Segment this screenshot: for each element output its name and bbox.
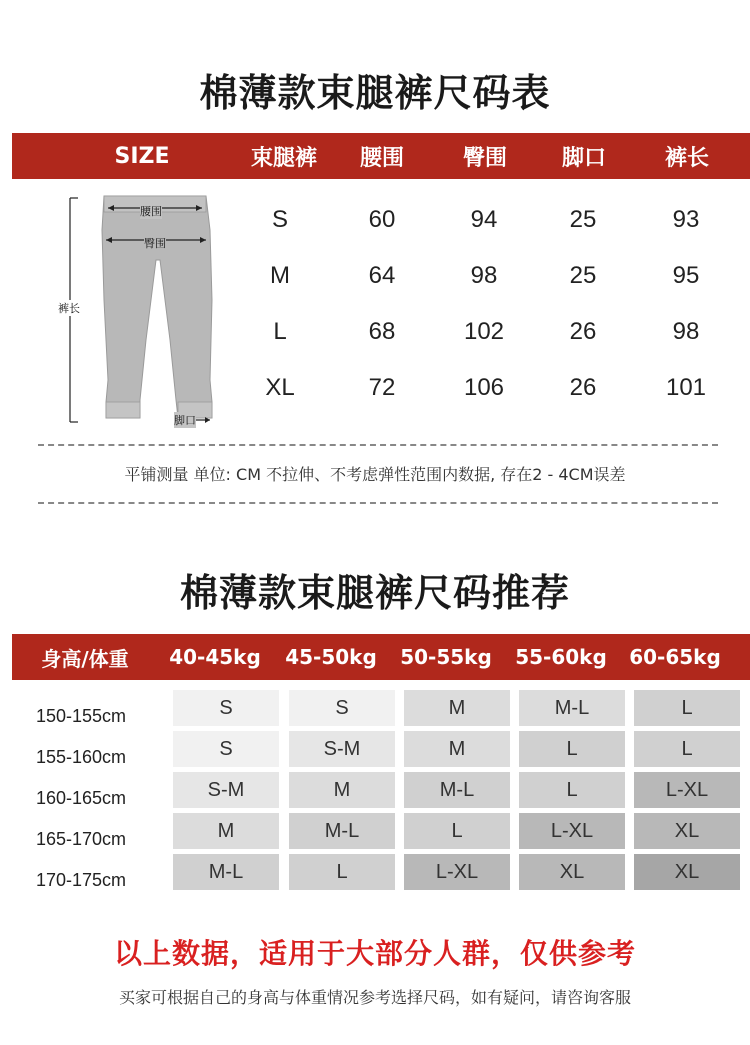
recommendation-cell: L xyxy=(404,813,510,849)
height-label: 155-160cm xyxy=(36,747,127,767)
row-l-cuff: 26 xyxy=(569,318,597,345)
row-xl-size: XL xyxy=(265,374,295,401)
recommendation-cell: L-XL xyxy=(519,813,625,849)
header-hip: 臀围 xyxy=(462,145,507,171)
row-m-size: M xyxy=(270,262,290,289)
diagram-length-label: 裤长 xyxy=(58,302,80,315)
row-s-cuff: 25 xyxy=(569,206,597,233)
diagram-hip-label: 臀围 xyxy=(144,237,166,250)
row-m-length: 95 xyxy=(672,262,700,289)
recommendation-cell: L-XL xyxy=(404,854,510,890)
header-style: 束腿裤 xyxy=(250,145,317,171)
row-xl-cuff: 26 xyxy=(569,374,597,401)
recommendation-cell: M-L xyxy=(289,813,395,849)
size-chart-title: 棉薄款束腿裤尺码表 xyxy=(199,71,551,115)
recommendation-cell: L xyxy=(634,690,740,726)
row-l-waist: 68 xyxy=(368,318,396,345)
recommendation-cell: M xyxy=(404,731,510,767)
recommendation-cell: L xyxy=(289,854,395,890)
recommendation-cell: S-M xyxy=(289,731,395,767)
recommendation-title: 棉薄款束腿裤尺码推荐 xyxy=(179,571,570,615)
header-size: SIZE xyxy=(114,143,170,169)
height-label: 165-170cm xyxy=(36,829,127,849)
recommendation-cell: S xyxy=(289,690,395,726)
recommendation-cell: XL xyxy=(519,854,625,890)
recommendation-cell: L xyxy=(634,731,740,767)
row-m-waist: 64 xyxy=(368,262,396,289)
header-length: 裤长 xyxy=(664,145,709,171)
row-m-cuff: 25 xyxy=(569,262,597,289)
row-s-size: S xyxy=(271,206,288,233)
header-height-weight: 身高/体重 xyxy=(41,646,129,671)
row-m-hip: 98 xyxy=(470,262,498,289)
recommendation-cell: XL xyxy=(634,813,740,849)
recommendation-cell: L xyxy=(519,731,625,767)
row-l-length: 98 xyxy=(672,318,700,345)
recommendation-header xyxy=(12,634,750,680)
recommendation-cell: M xyxy=(173,813,279,849)
diagram-waist-label: 腰围 xyxy=(140,205,162,218)
dashed-divider-top xyxy=(38,444,718,446)
row-xl-waist: 72 xyxy=(368,374,396,401)
recommendation-cell: M xyxy=(404,690,510,726)
recommendation-cell: M-L xyxy=(173,854,279,890)
recommendation-cell: S-M xyxy=(173,772,279,808)
row-s-length: 93 xyxy=(672,206,700,233)
height-label: 160-165cm xyxy=(36,788,127,808)
header-waist: 腰围 xyxy=(359,145,404,171)
header-weight-3: 50-55kg xyxy=(400,645,492,669)
height-label: 170-175cm xyxy=(36,870,127,890)
recommendation-cell: M-L xyxy=(404,772,510,808)
measurement-note: 平铺测量 单位: CM 不拉伸、不考虑弹性范围内数据, 存在2 - 4CM误差 xyxy=(124,465,626,484)
recommendation-cell: M-L xyxy=(519,690,625,726)
diagram-cuff-label: 脚口 xyxy=(174,414,196,427)
header-weight-5: 60-65kg xyxy=(629,645,721,669)
header-cuff: 脚口 xyxy=(561,145,606,171)
recommendation-cell: XL xyxy=(634,854,740,890)
customer-service-note: 买家可根据自己的身高与体重情况参考选择尺码，如有疑问，请咨询客服 xyxy=(118,988,631,1007)
header-weight-2: 45-50kg xyxy=(285,645,377,669)
row-s-hip: 94 xyxy=(470,206,498,233)
row-xl-hip: 106 xyxy=(463,374,505,401)
row-l-hip: 102 xyxy=(463,318,505,345)
recommendation-cell: M xyxy=(289,772,395,808)
dashed-divider-bottom xyxy=(38,502,718,504)
header-weight-1: 40-45kg xyxy=(169,645,261,669)
recommendation-cell: L-XL xyxy=(634,772,740,808)
height-label: 150-155cm xyxy=(36,706,127,726)
pants-diagram xyxy=(52,190,232,430)
row-xl-length: 101 xyxy=(665,374,707,401)
header-weight-4: 55-60kg xyxy=(515,645,607,669)
recommendation-cell: S xyxy=(173,690,279,726)
row-s-waist: 60 xyxy=(368,206,396,233)
recommendation-cell: L xyxy=(519,772,625,808)
size-chart-header xyxy=(12,133,750,179)
disclaimer-red: 以上数据，适用于大部分人群，仅供参考 xyxy=(113,937,636,970)
recommendation-cell: S xyxy=(173,731,279,767)
row-l-size: L xyxy=(273,318,287,345)
